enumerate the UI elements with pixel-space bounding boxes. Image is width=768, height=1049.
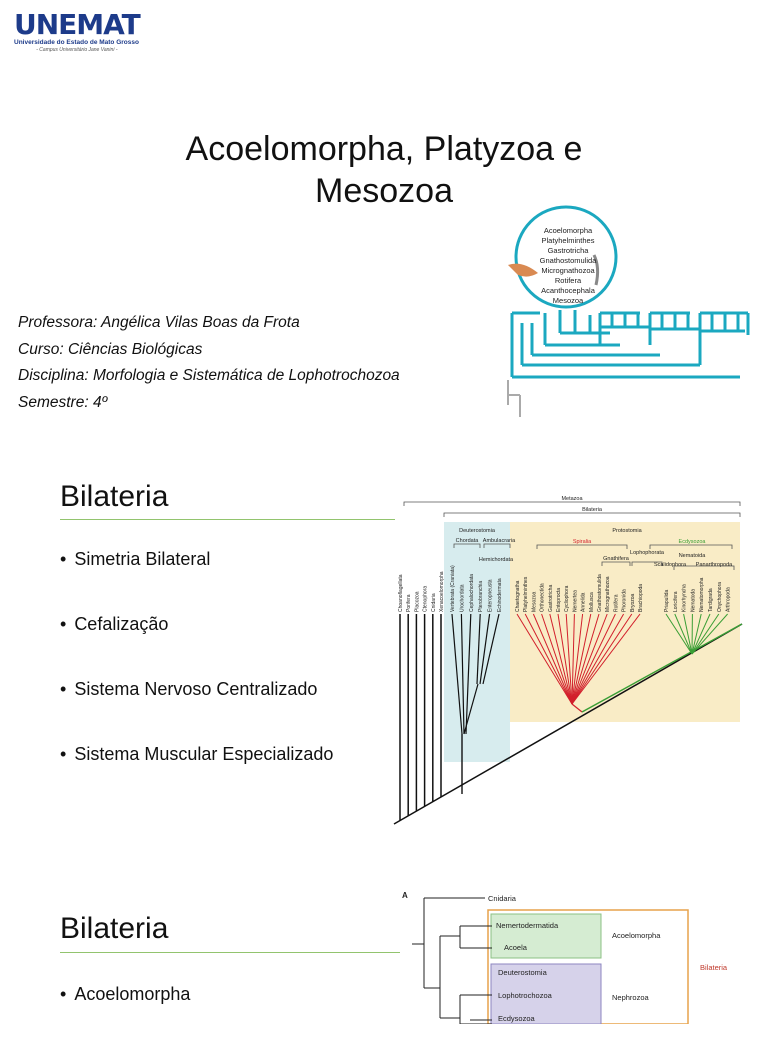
taxon-label: Cephalochordata xyxy=(469,574,475,612)
label-panarthropoda: Panarthropoda xyxy=(696,562,733,568)
taxon-label: Annelida xyxy=(581,592,587,612)
taxon-label: Micrognathozoa xyxy=(605,576,611,612)
title-underline xyxy=(60,952,400,953)
info-professor: Professora: Angélica Vilas Boas da Frota xyxy=(18,310,400,337)
taxon-label: Onychophora xyxy=(717,582,723,612)
bullet-item: • Sistema Nervoso Centralizado xyxy=(60,679,333,744)
label-gnathifera: Gnathifera xyxy=(603,556,630,562)
taxon-label: Choanoflagellata xyxy=(398,574,404,612)
label-ambulacraria: Ambulacraria xyxy=(483,538,516,544)
teal-phylogeny-figure xyxy=(500,205,762,420)
taxon-label: Placozoa xyxy=(414,591,420,612)
bilateria-slide xyxy=(0,444,768,844)
taxon-lophotrochozoa: Lophotrochozoa xyxy=(498,991,553,1000)
taxon-label: Mollusca xyxy=(589,592,595,612)
slide-title: Bilateria xyxy=(60,912,168,946)
panel-letter: A xyxy=(402,891,408,900)
taxon-label: Cnidaria xyxy=(431,593,437,612)
logo-campus: - Campus Universitário Jane Vanini - xyxy=(14,47,140,53)
label-nematoida: Nematoida xyxy=(679,553,707,559)
bullet-item: • Cefalização xyxy=(60,614,333,679)
circle-taxon: Acanthocephala xyxy=(541,286,596,295)
taxon-label: Gastrotricha xyxy=(548,585,554,612)
info-semester: Semestre: 4º xyxy=(18,390,400,417)
taxon-label: Porifera xyxy=(406,594,412,612)
taxon-label: Arthropoda xyxy=(726,587,732,612)
circle-taxa-labels xyxy=(540,226,598,305)
logo-text: UNEMAT xyxy=(14,10,140,40)
bilateria-acoelomorpha-slide xyxy=(0,852,768,1024)
taxon-acoela: Acoela xyxy=(504,943,528,952)
taxon-label: Mesozoa xyxy=(531,591,537,612)
group-nephrozoa: Nephrozoa xyxy=(612,993,650,1002)
taxon-label: Urochordata xyxy=(459,584,465,612)
taxon-label: Loricifera xyxy=(673,591,679,612)
taxon-label: Xenacoelomorpha xyxy=(439,571,445,612)
slide-title: Bilateria xyxy=(60,480,168,514)
taxon-label: Echinodermata xyxy=(497,578,503,612)
logo-subtitle: Universidade do Estado de Mato Grosso xyxy=(14,39,140,46)
title-line-2: Mesozoa xyxy=(0,170,768,212)
taxon-label: Nemertea xyxy=(572,590,578,612)
circle-taxon: Gastrotricha xyxy=(548,246,590,255)
taxon-deuterostomia: Deuterostomia xyxy=(498,968,548,977)
label-bilateria: Bilateria xyxy=(582,507,603,513)
circle-taxon: Micrognathozoa xyxy=(541,266,595,275)
label-spiralia: Spiralia xyxy=(573,539,592,545)
taxon-label: Bryozoa xyxy=(630,593,636,612)
taxon-label: Brachiopoda xyxy=(638,584,644,612)
taxon-label: Kinorhyncha xyxy=(682,584,688,612)
taxon-label: Chaetognatha xyxy=(515,580,521,612)
circle-taxon: Platyhelminthes xyxy=(542,236,595,245)
taxon-label: Nematomorpha xyxy=(699,577,705,612)
bullet-list xyxy=(60,984,190,1049)
taxon-label: Gnathostomulida xyxy=(597,574,603,612)
taxon-label: Tardigrada xyxy=(708,588,714,612)
taxon-label: Phoronida xyxy=(622,589,628,612)
bullet-item: • Simetria Bilateral xyxy=(60,549,333,614)
info-course: Curso: Ciências Biológicas xyxy=(18,337,400,364)
label-metazoa: Metazoa xyxy=(561,496,583,502)
label-scalidophora: Scalidophora xyxy=(654,562,687,568)
metazoa-phylogeny-figure xyxy=(392,494,752,829)
taxon-label: Rotifera xyxy=(613,594,619,612)
label-lophophorata: Lophophorata xyxy=(630,550,665,556)
taxon-label: Nematoda xyxy=(690,589,696,612)
circle-taxon: Mesozoa xyxy=(553,296,584,305)
label-chordata: Chordata xyxy=(456,538,480,544)
bullet-list xyxy=(60,549,333,809)
group-acoelomorpha: Acoelomorpha xyxy=(612,931,661,940)
course-info xyxy=(18,310,400,416)
title-slide xyxy=(0,0,768,440)
taxon-label: Cycliophora xyxy=(564,585,570,612)
circle-taxon: Acoelomorpha xyxy=(544,226,593,235)
circle-taxon: Rotifera xyxy=(555,276,582,285)
group-bilateria: Bilateria xyxy=(700,963,728,972)
cladogram-branches xyxy=(412,898,492,1024)
unemat-logo xyxy=(14,10,140,53)
taxon-label: Platyhelminthes xyxy=(523,576,529,612)
bullet-item: • Acoelomorpha xyxy=(60,984,190,1049)
taxon-label: Priapulida xyxy=(664,590,670,612)
taxon-cnidaria: Cnidaria xyxy=(488,894,517,903)
label-hemichordata: Hemichordata xyxy=(479,557,514,563)
taxon-nemertodermatida: Nemertodermatida xyxy=(496,921,559,930)
taxon-label: Entoprocta xyxy=(556,588,562,612)
taxon-label: Ctenophora xyxy=(423,586,429,612)
circle-taxon: Gnathostomulida xyxy=(540,256,598,265)
taxon-ecdysozoa: Ecdysozoa xyxy=(498,1014,536,1023)
teal-tree-branches xyxy=(512,310,748,377)
bilateria-cladogram-figure xyxy=(400,888,760,1024)
title-underline xyxy=(60,519,395,520)
taxon-label: Enteropneusta xyxy=(488,579,494,612)
grey-root-branch xyxy=(508,380,520,417)
label-ecdysozoa: Ecdysozoa xyxy=(679,539,707,545)
taxon-label: Orthonectida xyxy=(540,583,546,612)
label-protostomia: Protostomia xyxy=(612,528,642,534)
taxon-label: Pterobranchia xyxy=(478,581,484,612)
title-line-1: Acoelomorpha, Platyzoa e xyxy=(0,128,768,170)
info-discipline: Disciplina: Morfologia e Sistemática de Lophotrochozoa xyxy=(18,363,400,390)
taxon-label: Vertebrata (Craniata) xyxy=(450,565,456,612)
label-deuterostomia: Deuterostomia xyxy=(459,528,496,534)
presentation-title xyxy=(0,128,768,212)
bullet-item: • Sistema Muscular Especializado xyxy=(60,744,333,809)
